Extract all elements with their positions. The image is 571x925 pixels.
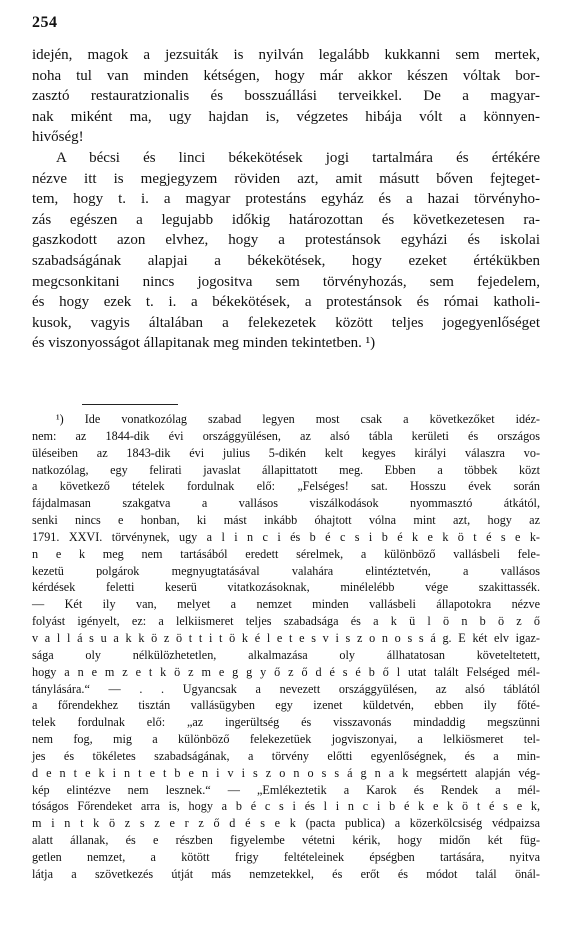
footnote-line: fájdalmasan szakgatva a vallásos viszálkodások nyommasztó átkától, <box>32 496 540 511</box>
footnote-separator <box>82 404 178 405</box>
footnote-line: kezetü polgárok megnyugtatásával valahára elintéztetvén, a vallásos <box>32 563 540 578</box>
footnote-line: jes és tökéletes szabadságának, a törvény előtti egyenlőségnek, és a min- <box>32 748 540 763</box>
main-text <box>32 45 540 354</box>
footnote-line: a főrendekhez tisztán vallásügyben egy izenet küldetvén, ebben ily főté- <box>32 698 540 713</box>
footnote-line: látja a szövetkezés útját más nemzetekkel, és erőt és módot talál önál- <box>32 866 540 881</box>
text-line: kusok, vagyis általában a felekezetek között teljes jogegyenlőséget <box>32 314 540 331</box>
page-number: 254 <box>32 14 58 31</box>
text-line: hivőség! <box>32 129 84 146</box>
text-line: gaszkodott azon elvhez, hogy a protestánsok egyházi és iskolai <box>32 232 540 249</box>
footnote-line: natkozólag, egy felirati javaslat állapittatott meg. Ebben a többek közt <box>32 462 540 477</box>
footnote-line: kérdések feletti keserü vitatkozásoknak, minélelébb vége szakittassék. <box>32 580 540 595</box>
footnote-line: telek fordulnak elő: „az ingerültség és visszavonás mindaddig megszünni <box>32 715 540 730</box>
text-line: nak miként ma, ugy hajdan is, végzetes hibája vólt a könnyen- <box>32 108 540 125</box>
text-line: A bécsi és linci békekötések jogi tartalmára és értékére <box>56 149 540 166</box>
footnote-line: tóságos Főrendeket arra is, hogy a b é c s i és l i n c i b é k e k ö t é s e k, <box>32 799 540 814</box>
footnote-line: a következő tételek fordulnak elő: „Felséges! sat. Hosszu évek során <box>32 479 540 494</box>
footnote-line: v a l l á s u a k k ö z ö t t i t ö k é l e t e s v i s z o n o s s á g. E két elv igaz- <box>32 630 540 645</box>
footnote-line: tánylására.“ — . . Ugyancsak a nevezett országgyülésen, az alsó táblától <box>32 681 540 696</box>
footnote-line: kép elintézve nem lesznek.“ — „Emlékeztetik a Karok és Rendek a mél- <box>32 782 540 797</box>
text-line: tem, hogy t. i. a magyar protestáns egyház és a hazai törvényho- <box>32 191 540 208</box>
footnote-line: sága oly nélkülözhetetlen, alkalmazása oly állhatatosan követeltetett, <box>32 647 540 662</box>
footnote-line: ¹) Ide vonatkozólag szabad legyen most csak a következőket idéz- <box>56 412 540 426</box>
text-line: megcsonkitani nincs jogositva sem törvényhozás, sem fejedelem, <box>32 273 540 290</box>
text-line: és viszonyosságot állapitanak meg minden tekintetben. ¹) <box>32 335 376 352</box>
footnote-line: d e n t e k i n t e t b e n i v i s z o n o s s á g n a k megsértett alapján vég- <box>32 765 540 780</box>
text-line: nézve itt is megjegyzem röviden azt, amit másutt bőven fejteget- <box>32 170 540 187</box>
footnote-line: folyást igényelt, ez: a lelkiismeret teljes szabadsága és a k ü l ö n b ö z ő <box>32 614 540 629</box>
footnote-line: n e k meg nem tartásából eredett sérelmek, a különböző vallásbeli fele- <box>32 546 540 561</box>
text-line: zás egészen a legujabb időkig határozottan és következetesen ra- <box>32 211 540 228</box>
footnote-line: nem fog, mig a különböző felekezetüek jogviszonyai, a lelkiösmeret tel- <box>32 732 540 747</box>
text-line: szabadságának alapjai a békekötések, hogy ezeket értékükben <box>32 252 540 269</box>
footnote-line: alatt állanak, és e részben figyelembe vétetni kérik, hogy midőn két füg- <box>32 833 540 848</box>
footnote-line: hogy a n e m z e t k ö z m e g g y ő z ő d é s é b ő l utat talált Felséged mél- <box>32 664 540 679</box>
footnote-line: m i n t k ö z s z e r z ő d é s e k (pacta publica) a közerkölcsiség védpaizsa <box>32 816 540 831</box>
footnote-line: üléseiben az 1843-dik évi julius 5-dikén kelt kegyes királyi válaszra vo- <box>32 445 540 460</box>
text-line: idején, magok a jezsuiták is nyilván legalább kukkanni sem mertek, <box>32 47 540 63</box>
text-line: és hogy ezek t. i. a békekötések, a protestánsok és római katholi- <box>32 294 540 311</box>
footnote <box>32 411 540 883</box>
footnote-line: 1791. XXVI. törvénynek, ugy a l i n c i és b é c s i b é k e k ö t é s e k- <box>32 529 540 544</box>
footnote-line: nem: az 1844-dik évi országgyülésen, az alsó tábla kerületi és országos <box>32 428 540 443</box>
footnote-line: — Két ily van, melyet a nemzet minden vallásbeli állapotokra nézve <box>32 597 540 612</box>
text-line: noha tul van minden kétségen, hogy már akkor készen vóltak bor- <box>32 67 540 84</box>
text-line: zasztó restauratzionalis és bosszuállási terveikkel. De a magyar- <box>32 88 540 105</box>
footnote-line: getlen nemzet, a kötött frigy feltételeinek épségben tartására, nyitva <box>32 849 540 864</box>
footnote-line: senki nincs e honban, ki mást inkább óhajtott vólna mint azt, hogy az <box>32 513 540 528</box>
